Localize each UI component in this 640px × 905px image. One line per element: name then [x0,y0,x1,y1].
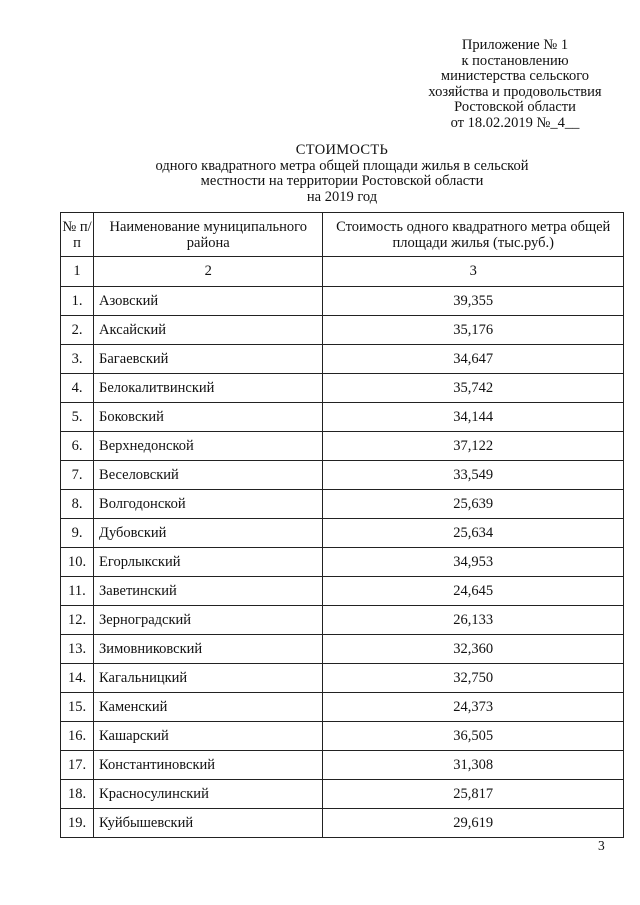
column-number: 3 [323,257,624,287]
district-name: Кашарский [94,722,323,751]
table-row [61,490,624,519]
row-number: 5. [61,403,94,432]
row-number: 3. [61,345,94,374]
table-row [61,635,624,664]
cost-value: 29,619 [323,809,624,838]
cost-value: 24,645 [323,577,624,606]
header-num: № п/п [61,213,94,257]
column-number: 2 [94,257,323,287]
column-number-row [61,257,624,287]
row-number: 4. [61,374,94,403]
table-row [61,548,624,577]
cost-value: 25,634 [323,519,624,548]
district-name: Егорлыкский [94,548,323,577]
table-row [61,751,624,780]
cost-value: 34,144 [323,403,624,432]
table-row [61,345,624,374]
district-name: Веселовский [94,461,323,490]
table-row [61,780,624,809]
row-number: 6. [61,432,94,461]
cost-value: 32,360 [323,635,624,664]
table-row [61,461,624,490]
table-row [61,606,624,635]
table-row [61,577,624,606]
cost-value: 35,742 [323,374,624,403]
row-number: 14. [61,664,94,693]
district-name: Белокалитвинский [94,374,323,403]
cost-value: 37,122 [323,432,624,461]
district-name: Зерноградский [94,606,323,635]
cost-value: 26,133 [323,606,624,635]
district-name: Кагальницкий [94,664,323,693]
row-number: 10. [61,548,94,577]
table-row [61,664,624,693]
cost-value: 34,647 [323,345,624,374]
table-header-row [61,213,624,257]
row-number: 15. [61,693,94,722]
row-number: 16. [61,722,94,751]
annex-line: хозяйства и продовольствия [428,83,602,100]
table-row [61,693,624,722]
district-name: Каменский [94,693,323,722]
district-name: Багаевский [94,345,323,374]
annex-line: Ростовской области [454,99,576,115]
title-line-2: одного квадратного метра общей площади жилья в сельской [155,157,529,174]
row-number: 8. [61,490,94,519]
row-number: 11. [61,577,94,606]
document-title [60,143,624,205]
page-number: 3 [598,838,605,853]
cost-value: 35,176 [323,316,624,345]
header-name: Наименование муниципального района [94,213,323,257]
row-number: 2. [61,316,94,345]
cost-value: 33,549 [323,461,624,490]
row-number: 17. [61,751,94,780]
district-name: Волгодонской [94,490,323,519]
cost-value: 31,308 [323,751,624,780]
cost-value: 34,953 [323,548,624,577]
title-line-4: на 2019 год [306,188,378,205]
table-row [61,432,624,461]
row-number: 19. [61,809,94,838]
row-number: 18. [61,780,94,809]
district-name: Красносулинский [94,780,323,809]
district-name: Зимовниковский [94,635,323,664]
row-number: 12. [61,606,94,635]
district-name: Верхнедонской [94,432,323,461]
table-row [61,809,624,838]
table-row [61,287,624,316]
district-name: Куйбышевский [94,809,323,838]
table-row [61,374,624,403]
table-row [61,403,624,432]
row-number: 1. [61,287,94,316]
annex-line: министерства сельского [440,68,590,84]
cost-table [60,212,624,838]
annex-line: к постановлению [461,52,569,69]
table-row [61,722,624,751]
row-number: 7. [61,461,94,490]
cost-value: 32,750 [323,664,624,693]
cost-value: 25,817 [323,780,624,809]
column-number: 1 [61,257,94,287]
district-name: Константиновский [94,751,323,780]
row-number: 13. [61,635,94,664]
title-line-1: СТОИМОСТЬ [295,142,389,158]
cost-value: 25,639 [323,490,624,519]
annex-line: от 18.02.2019 №_4__ [450,114,580,131]
table-body [61,257,624,838]
annex-line: Приложение № 1 [461,37,569,53]
title-line-3: местности на территории Ростовской области [200,173,484,189]
district-name: Заветинский [94,577,323,606]
header-value: Стоимость одного квадратного метра общей площади жилья (тыс.руб.) [323,213,624,257]
district-name: Азовский [94,287,323,316]
row-number: 9. [61,519,94,548]
cost-value: 24,373 [323,693,624,722]
cost-value: 36,505 [323,722,624,751]
table-row [61,519,624,548]
district-name: Аксайский [94,316,323,345]
annex-header [400,38,630,131]
cost-value: 39,355 [323,287,624,316]
district-name: Боковский [94,403,323,432]
table-row [61,316,624,345]
district-name: Дубовский [94,519,323,548]
